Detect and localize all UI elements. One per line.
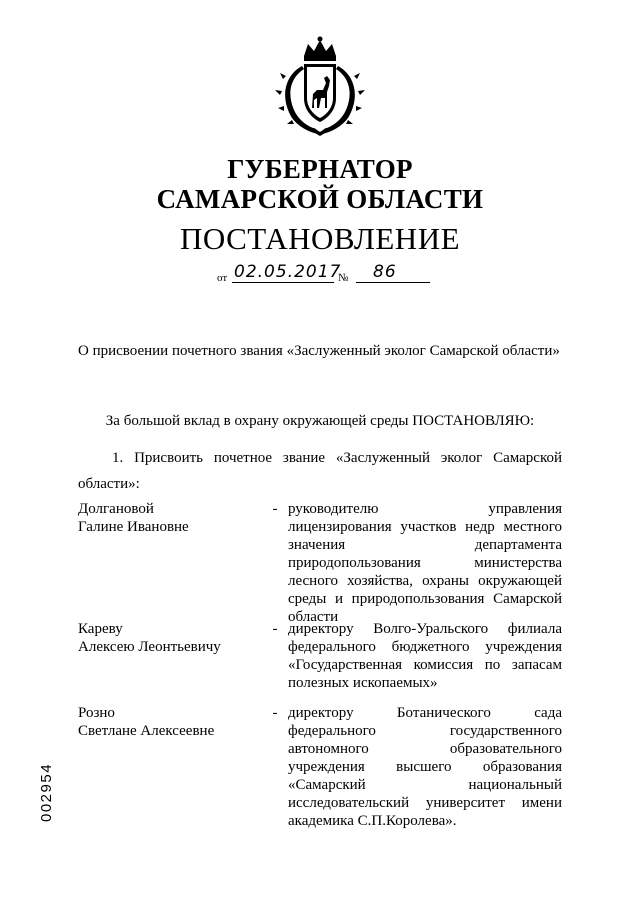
entry-dash: -: [272, 621, 278, 637]
entry-dash: -: [272, 705, 278, 721]
entry-dash: -: [272, 501, 278, 517]
handwritten-date: 02.05.2017: [234, 262, 342, 282]
governor-title: ГУБЕРНАТОР: [227, 154, 413, 184]
awardee-name: [78, 620, 268, 656]
date-underline: [232, 282, 334, 283]
number-underline: [356, 282, 430, 283]
awardee-position: руководителю управления лицензирования участков недр местного значения департамента природопользования министерства лесного хозяйства, охраны окружающей среды и природопользования Самарской области: [288, 501, 562, 625]
awardee-surname: Кареву: [78, 621, 123, 637]
clause-1-text: 1. Присвоить почетное звание «Заслуженный эколог Самарской области»:: [78, 450, 562, 492]
awardee-given-names: Галине Ивановне: [78, 519, 189, 535]
document-subject: О присвоении почетного звания «Заслуженный эколог Самарской области»: [78, 343, 560, 359]
awardee-position: директору Волго-Уральского филиала федерального бюджетного учреждения «Государственная комиссия по запасам полезных ископаемых»: [288, 621, 562, 691]
date-prefix-label: от: [217, 272, 228, 284]
awardee-surname: Розно: [78, 705, 115, 721]
awardee-given-names: Алексею Леонтьевичу: [78, 639, 221, 655]
region-title: САМАРСКОЙ ОБЛАСТИ: [156, 184, 484, 214]
awardee-position: директору Ботанического сада федерального государственного автономного образовательного учреждения высшего образования «Самарский национальный исследовательский университет имени академика С.П.Королева».: [288, 705, 562, 829]
document-type-title: ПОСТАНОВЛЕНИЕ: [179, 221, 461, 256]
awardee-given-names: Светлане Алексеевне: [78, 723, 215, 739]
registration-number: 002954: [38, 762, 55, 822]
coat-of-arms-emblem: [274, 36, 366, 138]
awardee-name: [78, 704, 268, 740]
number-sign-label: №: [338, 272, 349, 284]
preamble-text: За большой вклад в охрану окружающей среды ПОСТАНОВЛЯЮ:: [105, 413, 535, 429]
handwritten-number: 86: [373, 262, 397, 282]
awardee-name: [78, 500, 268, 536]
awardee-surname: Долгановой: [78, 501, 154, 517]
